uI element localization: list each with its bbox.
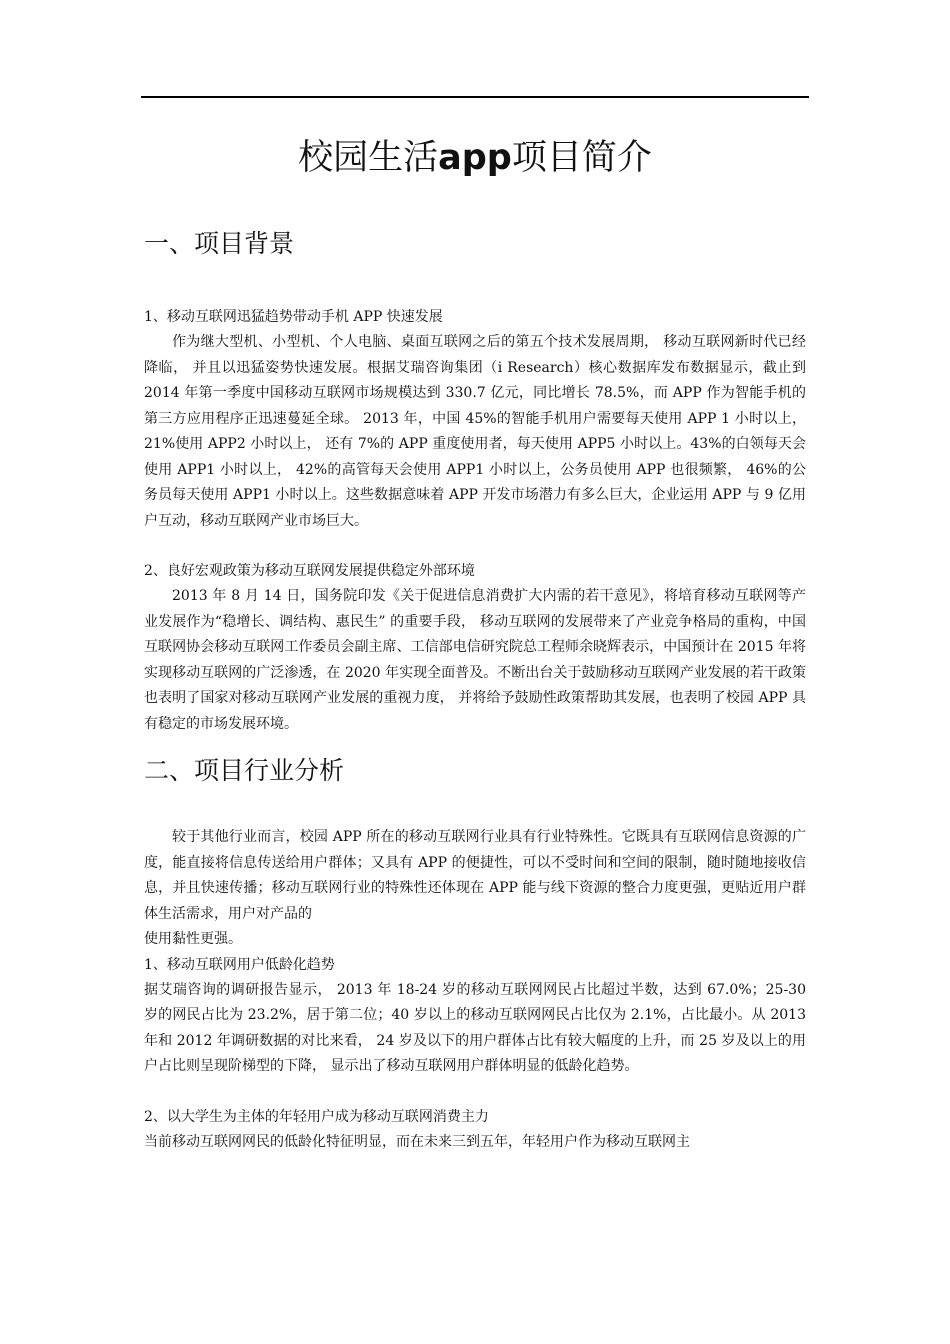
section-heading-background: 一、项目背景 [144,229,295,258]
title-part-2: 项目简介 [511,138,652,178]
document-body [144,130,806,1155]
document-title [144,130,806,186]
subheading-students: 2、以大学生为主体的年轻用户成为移动互联网消费主力 [144,1108,489,1125]
paragraph-industry-tail: 使用黏性更强。 [144,931,242,947]
title-part-latin: app [438,138,512,178]
section-heading-industry: 二、项目行业分析 [144,756,345,785]
header-rule [141,96,809,98]
subheading-policy: 2、良好宏观政策为移动互联网发展提供稳定外部环境 [144,563,475,579]
paragraph-industry: 较于其他行业而言，校园 APP 所在的移动互联网行业具有行业特殊性。它既具有互联网信息资源的广度，能直接将信息传送给用户群体；又具有 APP 的便捷性，可以不受时间和空间的限制，随时随地接收信息，并且快速传播；移动互联网行业的特殊性还体现在 APP 能与线下资源的整合力度更强，更贴近用户群体生活需求，用户对产品的 [144,829,806,922]
subheading-young-users: 1、移动互联网用户低龄化趋势 [144,956,335,973]
title-part-1: 校园生活 [298,138,439,178]
paragraph-mobile-trend: 作为继大型机、小型机、个人电脑、桌面互联网之后的第五个技术发展周期， 移动互联网新时代已经降临， 并且以迅猛姿势快速发展。根据艾瑞咨询集团（i Research）核心数据库发布数据显示，截止到 2014 年第一季度中国移动互联网市场规模达到 330.7 亿元，同比增长 78.5%，而 APP 作为智能手机的第三方应用程序正迅速蔓延全球。 2013 年，中国 45%的智能手机用户需要每天使用 APP 1 小时以上， 21%使用 APP2 小时以上， 还有 7%的 APP 重度使用者，每天使用 APP5 小时以上。43%的白领每天会使用 APP1 小时以上， 42%的高管每天会使用 APP1 小时以上，公务员使用 APP 也很频繁， 46%的公务员每天使用 APP1 小时以上。这些数据意味着 APP 开发市场潜力有多么巨大，企业运用 APP 与 9 亿用户互动，移动互联网产业市场巨大。 [144,334,806,529]
paragraph-students: 当前移动互联网网民的低龄化特征明显，而在未来三到五年，年轻用户作为移动互联网主 [144,1133,690,1150]
paragraph-policy: 2013 年 8 月 14 日，国务院印发《关于促进信息消费扩大内需的若干意见》，将培育移动互联网等产业发展作为“稳增长、调结构、惠民生” 的重要手段， 移动互联网的发展带来了产业竞争格局的重构，中国互联网协会移动互联网工作委员会副主席、工信部电信研究院总工程师余晓辉表示，中国预计在 2015 年将实现移动互联网的广泛渗透，在 2020 年实现全面普及。不断出台关于鼓励移动互联网产业发展的若干政策也表明了国家对移动互联网产业发展的重视力度， 并将给予鼓励性政策帮助其发展，也表明了校园 APP 具有稳定的市场发展环境。 [144,588,806,732]
subheading-mobile-trend: 1、移动互联网迅猛趋势带动手机 APP 快速发展 [144,309,443,325]
paragraph-young-users: 据艾瑞咨询的调研报告显示， 2013 年 18-24 岁的移动互联网网民占比超过半数，达到 67.0%；25-30 岁的网民占比为 23.2%，居于第二位；40 岁以上的移动互联网网民占比仅为 2.1%，占比最小。从 2013 年和 2012 年调研数据的对比来看， 24 岁及以下的用户群体占比有较大幅度的上升，而 25 岁及以上的用户占比则呈现阶梯型的下降， 显示出了移动互联网用户群体明显的低龄化趋势。 [144,981,806,1074]
